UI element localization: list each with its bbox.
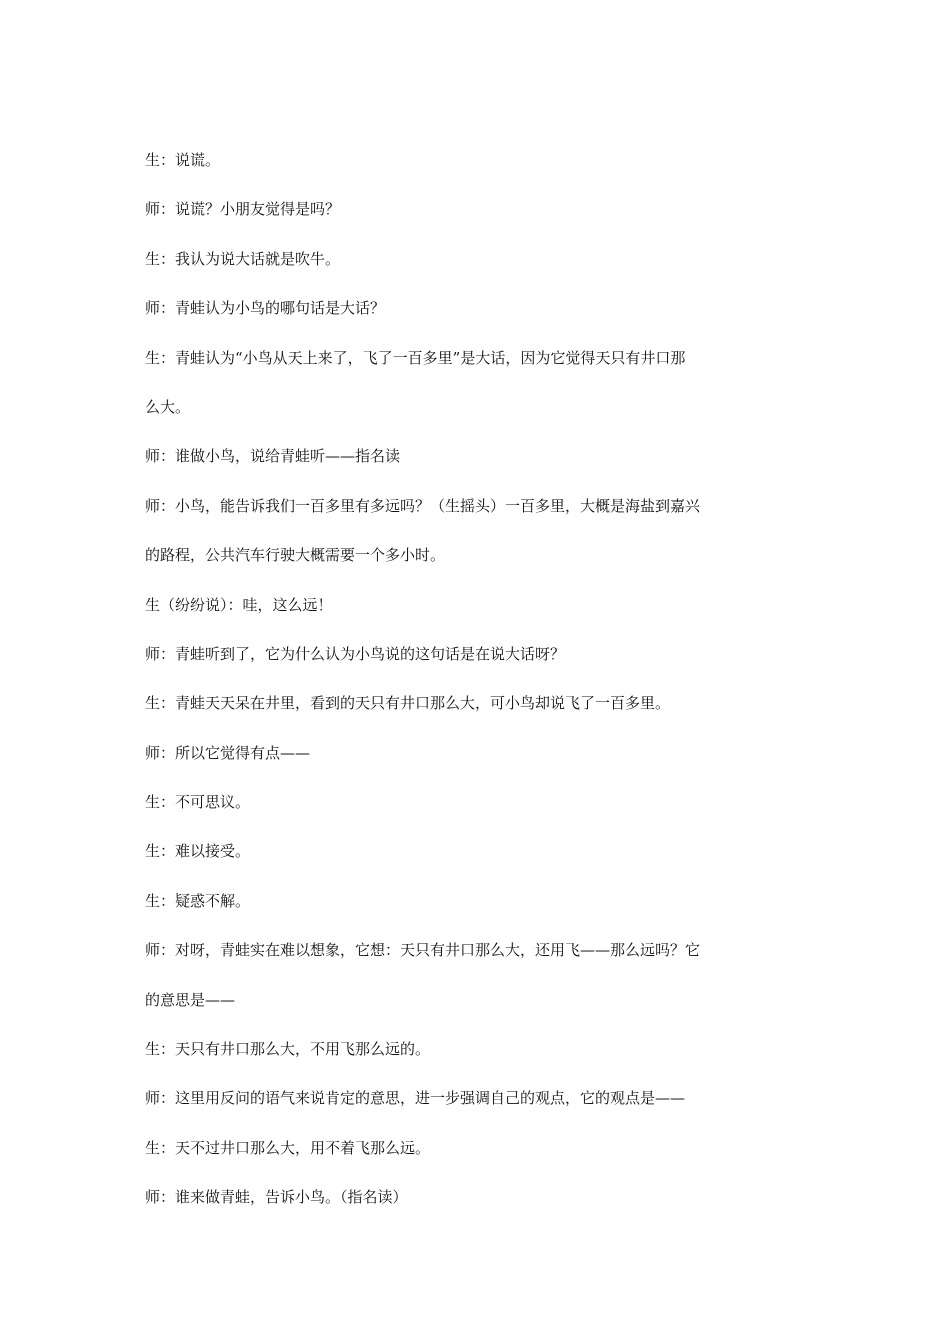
text-line: 师：谁来做青蛙，告诉小鸟。（指名读） (145, 1188, 408, 1207)
text-line: 师：这里用反问的语气来说肯定的意思，进一步强调自己的观点，它的观点是—— (145, 1089, 686, 1108)
text-line: 生：青蛙天天呆在井里，看到的天只有井口那么大，可小鸟却说飞了一百多里。 (145, 694, 671, 713)
text-line: 生：说谎。 (145, 151, 221, 169)
text-line: 生：我认为说大话就是吹牛。 (145, 249, 341, 268)
text-line: 师：所以它觉得有点—— (145, 743, 311, 762)
text-line: 生：天只有井口那么大，不用飞那么远的。 (145, 1040, 431, 1059)
text-line: 师：青蛙认为小鸟的哪句话是大话？ (145, 299, 386, 318)
text-line: 生：不可思议。 (145, 793, 251, 812)
text-line: 师：小鸟，能告诉我们一百多里有多远吗？（生摇头）一百多里，大概是海盐到嘉兴 (145, 496, 701, 515)
document-body (145, 150, 785, 1237)
text-line: 生：疑惑不解。 (145, 891, 251, 910)
text-line: 生：难以接受。 (145, 842, 251, 861)
text-line: 师：对呀，青蛙实在难以想象，它想：天只有井口那么大，还用飞——那么远吗？它 (145, 941, 701, 960)
text-line: 师：谁做小鸟，说给青蛙听——指名读 (145, 447, 401, 466)
text-line: 么大。 (145, 397, 191, 416)
text-line: 师：青蛙听到了，它为什么认为小鸟说的这句话是在说大话呀？ (145, 644, 566, 663)
text-line: 的路程，公共汽车行驶大概需要一个多小时。 (145, 546, 446, 565)
text-line: 生：青蛙认为“小鸟从天上来了，飞了一百多里”是大话，因为它觉得天只有井口那 (145, 348, 686, 367)
text-line: 师：说谎？小朋友觉得是吗？ (145, 200, 341, 219)
text-line: 生（纷纷说）：哇，这么远！ (145, 595, 333, 614)
text-line: 生：天不过井口那么大，用不着飞那么远。 (145, 1138, 431, 1157)
text-line: 的意思是—— (145, 990, 236, 1009)
